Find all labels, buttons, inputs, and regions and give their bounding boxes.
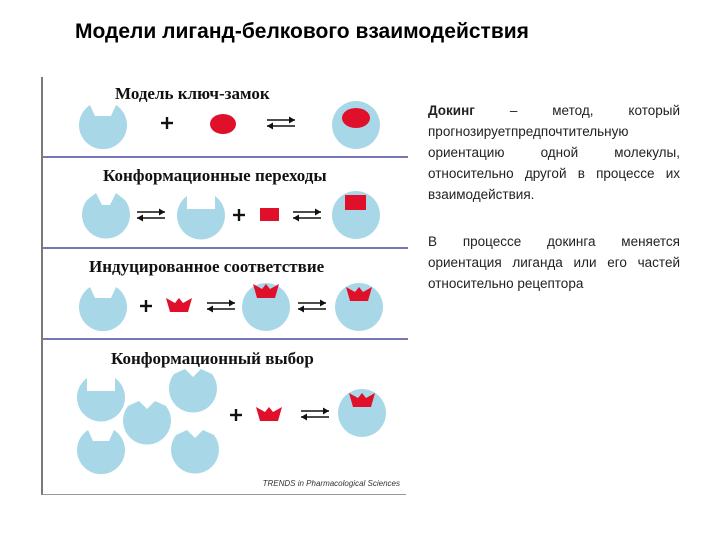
panel-conformational-selection bbox=[77, 369, 386, 474]
protein-w-notch bbox=[82, 193, 130, 239]
protein-square-pocket bbox=[177, 196, 225, 239]
ligand-bound bbox=[342, 108, 370, 128]
docking-definition-text: – метод, который прогнозируетпредпочтительную ориентацию одной молекулы, относительно другой в процессе их взаимодействия. bbox=[428, 103, 680, 202]
protein-conformer-5 bbox=[171, 430, 219, 474]
panel-conformational-transitions bbox=[82, 191, 380, 239]
ligand-chevron bbox=[166, 298, 192, 312]
equilibrium-arrows bbox=[267, 117, 295, 130]
figure-drawing bbox=[43, 77, 408, 495]
docking-term: Докинг bbox=[428, 103, 475, 118]
docking-definition bbox=[428, 100, 680, 205]
ligand-chevron bbox=[256, 407, 282, 421]
panel-title-induced-fit: Индуцированное соответствие bbox=[89, 257, 325, 276]
figure-credit: TRENDS in Pharmacological Sciences bbox=[262, 479, 400, 488]
panel-title-lock-key: Модель ключ-замок bbox=[115, 84, 270, 103]
panel-lock-key bbox=[79, 101, 380, 149]
protein-lock bbox=[79, 287, 127, 331]
ligand-bound bbox=[345, 195, 366, 210]
protein-conformer-2 bbox=[123, 401, 171, 445]
protein-lock bbox=[79, 105, 127, 149]
protein-conformer-1 bbox=[77, 378, 125, 421]
equilibrium-arrows bbox=[207, 300, 235, 313]
binding-models-figure bbox=[41, 77, 406, 495]
equilibrium-arrows bbox=[301, 408, 329, 421]
plus-sign bbox=[140, 300, 152, 312]
protein-conformer-3 bbox=[169, 369, 217, 413]
equilibrium-arrows bbox=[293, 209, 321, 222]
plus-sign bbox=[230, 409, 242, 421]
equilibrium-arrows bbox=[137, 209, 165, 222]
equilibrium-arrows bbox=[298, 300, 326, 313]
panel-title-conformational-transitions: Конформационные переходы bbox=[103, 166, 327, 185]
plus-sign bbox=[233, 209, 245, 221]
plus-sign bbox=[161, 117, 173, 129]
panel-title-conformational-selection: Конформационный выбор bbox=[111, 349, 314, 368]
slide-title: Модели лиганд-белкового взаимодействия bbox=[75, 20, 529, 43]
protein-conformer-4 bbox=[77, 430, 125, 474]
ligand-square bbox=[260, 208, 279, 221]
panel-induced-fit bbox=[79, 283, 383, 331]
ligand-oval bbox=[210, 114, 236, 134]
docking-orientation-note: В процессе докинга меняется ориентация лиганда или его частей относительно рецептора bbox=[428, 234, 680, 291]
